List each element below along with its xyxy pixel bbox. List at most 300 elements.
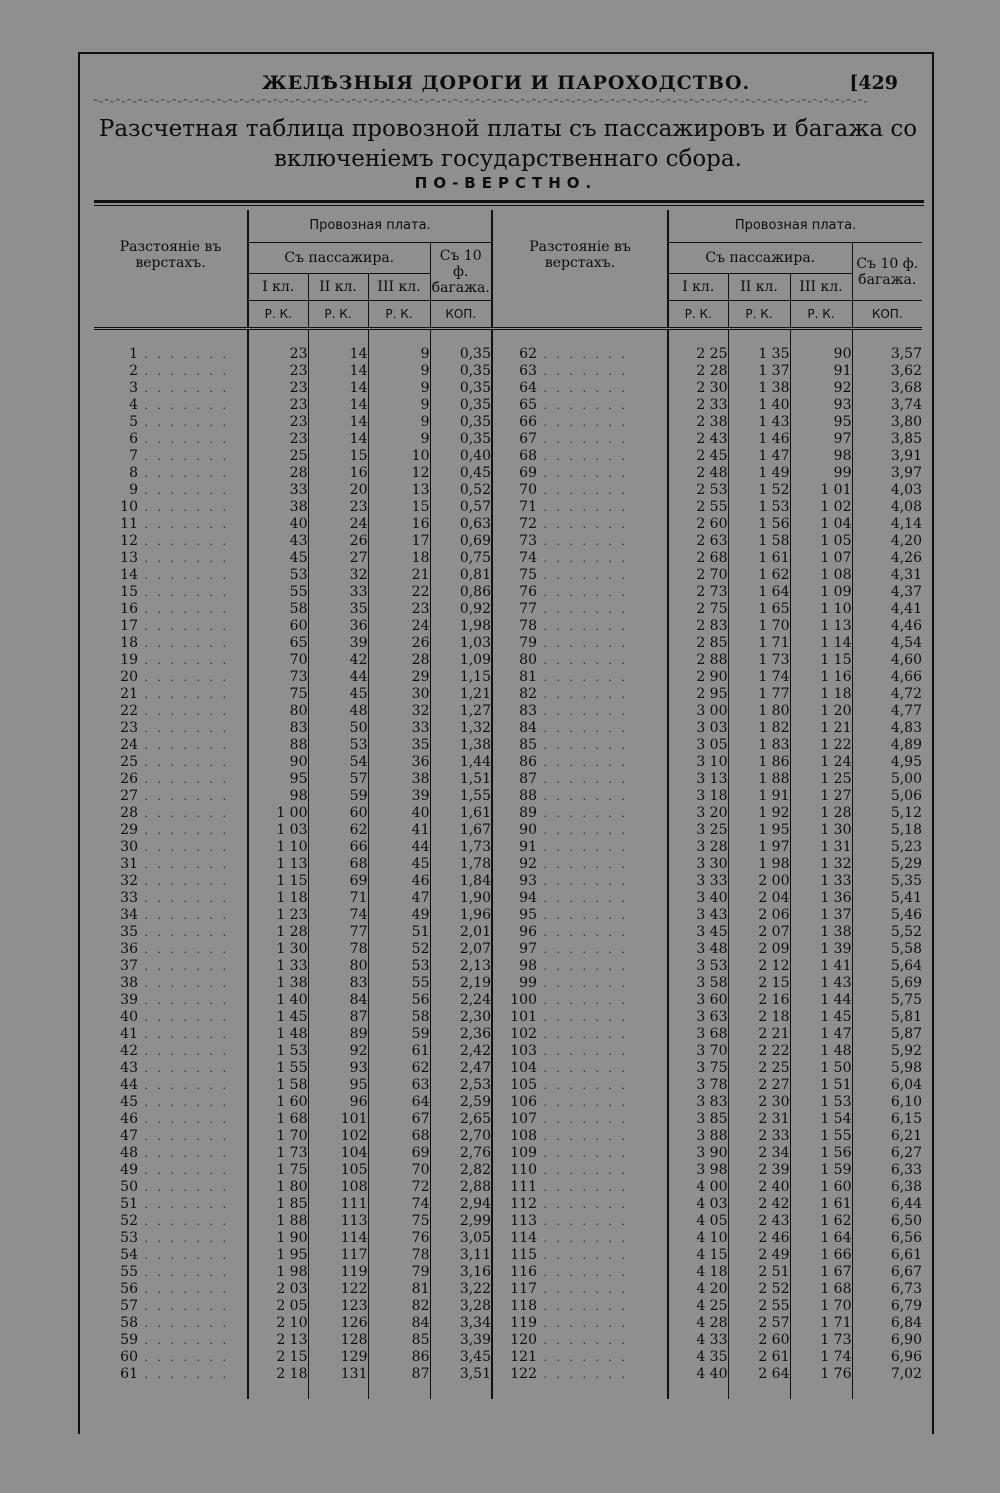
class2-fare-cell: 105 [308, 1162, 368, 1179]
baggage-fare-cell: 0,86 [430, 584, 492, 601]
baggage-fare-cell: 6,44 [852, 1196, 922, 1213]
leader-dots: . . . . . . . [138, 1062, 229, 1075]
leader-dots: . . . . . . . [537, 858, 628, 871]
baggage-fare-cell: 5,52 [852, 924, 922, 941]
class2-fare-cell: 44 [308, 669, 368, 686]
distance-cell: 20 [120, 669, 138, 685]
units-rk: Р. К. [790, 301, 852, 329]
table-row [94, 380, 922, 397]
class1-fare-cell: 2 05 [248, 1298, 308, 1315]
class2-fare-cell: 1 61 [728, 550, 790, 567]
leader-dots: . . . . . . . [138, 1181, 229, 1194]
distance-cell: 93 [519, 873, 537, 889]
baggage-fare-cell: 4,20 [852, 533, 922, 550]
class1-fare-cell: 2 15 [248, 1349, 308, 1366]
baggage-fare-cell: 3,39 [430, 1332, 492, 1349]
class3-fare-cell: 24 [368, 618, 430, 635]
class3-fare-cell: 9 [368, 380, 430, 397]
class1-fare-cell: 3 33 [668, 873, 728, 890]
class1-fare-cell: 1 88 [248, 1213, 308, 1230]
class2-fare-cell: 101 [308, 1111, 368, 1128]
leader-dots: . . . . . . . [138, 926, 229, 939]
class2-fare-cell: 129 [308, 1349, 368, 1366]
fare-table [94, 210, 922, 1399]
distance-cell: 62 [519, 346, 537, 362]
class1-header-left: I кл. [248, 274, 308, 301]
distance-cell: 66 [519, 414, 537, 430]
class1-fare-cell: 4 33 [668, 1332, 728, 1349]
units-rk: Р. К. [668, 301, 728, 329]
class2-fare-cell: 2 27 [728, 1077, 790, 1094]
baggage-fare-cell: 4,54 [852, 635, 922, 652]
class1-fare-cell: 2 73 [668, 584, 728, 601]
table-row [94, 516, 922, 533]
baggage-fare-cell: 0,35 [430, 431, 492, 448]
fare-table-body [94, 346, 922, 1399]
class3-fare-cell: 29 [368, 669, 430, 686]
table-row [94, 1162, 922, 1179]
leader-dots: . . . . . . . [138, 756, 229, 769]
class3-fare-cell: 58 [368, 1009, 430, 1026]
leader-dots: . . . . . . . [537, 756, 628, 769]
class1-fare-cell: 3 18 [668, 788, 728, 805]
baggage-fare-cell: 4,89 [852, 737, 922, 754]
class2-fare-cell: 54 [308, 754, 368, 771]
leader-dots: . . . . . . . [138, 348, 229, 361]
class1-fare-cell: 1 38 [248, 975, 308, 992]
baggage-fare-cell: 4,66 [852, 669, 922, 686]
leader-dots: . . . . . . . [138, 1317, 229, 1330]
leader-dots: . . . . . . . [537, 467, 628, 480]
baggage-fare-cell: 4,03 [852, 482, 922, 499]
class1-fare-cell: 3 58 [668, 975, 728, 992]
leader-dots: . . . . . . . [138, 1011, 229, 1024]
class3-fare-cell: 1 28 [790, 805, 852, 822]
baggage-fare-cell: 6,38 [852, 1179, 922, 1196]
class1-fare-cell: 2 63 [668, 533, 728, 550]
class1-fare-cell: 40 [248, 516, 308, 533]
class3-fare-cell: 1 22 [790, 737, 852, 754]
class3-fare-cell: 1 41 [790, 958, 852, 975]
distance-cell: 16 [120, 601, 138, 617]
table-row [94, 873, 922, 890]
distance-cell: 60 [120, 1349, 138, 1365]
leader-dots: . . . . . . . [138, 654, 229, 667]
leader-dots: . . . . . . . [537, 603, 628, 616]
class1-fare-cell: 2 30 [668, 380, 728, 397]
class2-fare-cell: 1 43 [728, 414, 790, 431]
baggage-fare-cell: 2,30 [430, 1009, 492, 1026]
class2-fare-cell: 2 39 [728, 1162, 790, 1179]
class1-fare-cell: 4 00 [668, 1179, 728, 1196]
baggage-fare-cell: 1,51 [430, 771, 492, 788]
baggage-fare-cell: 1,27 [430, 703, 492, 720]
leader-dots: . . . . . . . [537, 1334, 628, 1347]
class1-fare-cell: 83 [248, 720, 308, 737]
distance-cell: 58 [120, 1315, 138, 1331]
class3-fare-cell: 72 [368, 1179, 430, 1196]
class3-fare-cell: 9 [368, 363, 430, 380]
distance-cell: 57 [120, 1298, 138, 1314]
distance-cell: 12 [120, 533, 138, 549]
distance-cell: 68 [519, 448, 537, 464]
class2-fare-cell: 1 80 [728, 703, 790, 720]
baggage-fare-cell: 1,38 [430, 737, 492, 754]
distance-cell: 41 [120, 1026, 138, 1042]
baggage-fare-cell: 1,84 [430, 873, 492, 890]
baggage-fare-cell: 2,42 [430, 1043, 492, 1060]
leader-dots: . . . . . . . [537, 1045, 628, 1058]
class2-fare-cell: 2 52 [728, 1281, 790, 1298]
baggage-fare-cell: 3,11 [430, 1247, 492, 1264]
class3-fare-cell: 33 [368, 720, 430, 737]
table-row [94, 839, 922, 856]
class1-fare-cell: 53 [248, 567, 308, 584]
passenger-header-right: Съ пассажира. [668, 243, 852, 274]
class3-fare-cell: 1 36 [790, 890, 852, 907]
class3-fare-cell: 1 67 [790, 1264, 852, 1281]
distance-cell: 79 [519, 635, 537, 651]
table-row [94, 414, 922, 431]
leader-dots: . . . . . . . [537, 654, 628, 667]
class3-fare-cell: 95 [790, 414, 852, 431]
class2-fare-cell: 68 [308, 856, 368, 873]
class3-fare-cell: 63 [368, 1077, 430, 1094]
class1-fare-cell: 3 98 [668, 1162, 728, 1179]
class3-fare-cell: 1 44 [790, 992, 852, 1009]
class3-fare-cell: 76 [368, 1230, 430, 1247]
baggage-fare-cell: 1,90 [430, 890, 492, 907]
table-row [94, 1128, 922, 1145]
class1-fare-cell: 3 53 [668, 958, 728, 975]
class1-fare-cell: 1 33 [248, 958, 308, 975]
distance-cell: 56 [120, 1281, 138, 1297]
baggage-fare-cell: 6,27 [852, 1145, 922, 1162]
class1-fare-cell: 1 85 [248, 1196, 308, 1213]
leader-dots: . . . . . . . [138, 790, 229, 803]
leader-dots: . . . . . . . [537, 1249, 628, 1262]
distance-cell: 6 [129, 431, 138, 447]
class1-fare-cell: 4 25 [668, 1298, 728, 1315]
baggage-fare-cell: 1,98 [430, 618, 492, 635]
class1-fare-cell: 23 [248, 346, 308, 363]
class3-fare-cell: 1 07 [790, 550, 852, 567]
class2-fare-cell: 2 64 [728, 1366, 790, 1383]
distance-cell: 102 [510, 1026, 537, 1042]
table-row [94, 448, 922, 465]
class3-fare-cell: 12 [368, 465, 430, 482]
class1-fare-cell: 1 90 [248, 1230, 308, 1247]
class2-fare-cell: 26 [308, 533, 368, 550]
class1-fare-cell: 2 38 [668, 414, 728, 431]
leader-dots: . . . . . . . [138, 909, 229, 922]
class2-fare-cell: 1 71 [728, 635, 790, 652]
class1-fare-cell: 2 85 [668, 635, 728, 652]
class2-fare-cell: 2 46 [728, 1230, 790, 1247]
baggage-fare-cell: 1,03 [430, 635, 492, 652]
leader-dots: . . . . . . . [138, 637, 229, 650]
class3-fare-cell: 1 39 [790, 941, 852, 958]
table-subtitle: ПО-ВЕРСТНО. [414, 174, 598, 192]
class2-fare-cell: 78 [308, 941, 368, 958]
distance-cell: 92 [519, 856, 537, 872]
leader-dots: . . . . . . . [537, 943, 628, 956]
class2-fare-cell: 48 [308, 703, 368, 720]
distance-cell: 8 [129, 465, 138, 481]
class3-fare-cell: 1 05 [790, 533, 852, 550]
class1-fare-cell: 2 68 [668, 550, 728, 567]
distance-cell: 85 [519, 737, 537, 753]
class3-fare-cell: 1 48 [790, 1043, 852, 1060]
distance-cell: 1 [129, 346, 138, 362]
leader-dots: . . . . . . . [537, 960, 628, 973]
leader-dots: . . . . . . . [138, 1215, 229, 1228]
leader-dots: . . . . . . . [537, 1096, 628, 1109]
units-rk: Р. К. [248, 301, 308, 329]
class2-fare-cell: 96 [308, 1094, 368, 1111]
leader-dots: . . . . . . . [537, 790, 628, 803]
class2-fare-cell: 59 [308, 788, 368, 805]
distance-cell: 42 [120, 1043, 138, 1059]
class1-fare-cell: 3 75 [668, 1060, 728, 1077]
distance-cell: 97 [519, 941, 537, 957]
table-row [94, 1094, 922, 1111]
distance-cell: 33 [120, 890, 138, 906]
distance-cell: 54 [120, 1247, 138, 1263]
class2-fare-cell: 2 07 [728, 924, 790, 941]
class3-fare-cell: 59 [368, 1026, 430, 1043]
class3-fare-cell: 1 59 [790, 1162, 852, 1179]
distance-cell: 19 [120, 652, 138, 668]
distance-cell: 13 [120, 550, 138, 566]
class3-fare-cell: 1 70 [790, 1298, 852, 1315]
distance-cell: 4 [129, 397, 138, 413]
distance-cell: 43 [120, 1060, 138, 1076]
baggage-fare-cell: 0,57 [430, 499, 492, 516]
class2-fare-cell: 14 [308, 414, 368, 431]
baggage-fare-cell: 6,56 [852, 1230, 922, 1247]
distance-cell: 38 [120, 975, 138, 991]
class1-fare-cell: 1 55 [248, 1060, 308, 1077]
distance-cell: 83 [519, 703, 537, 719]
class3-fare-cell: 32 [368, 703, 430, 720]
class3-fare-cell: 1 20 [790, 703, 852, 720]
leader-dots: . . . . . . . [138, 1130, 229, 1143]
table-row [94, 601, 922, 618]
leader-dots: . . . . . . . [537, 501, 628, 514]
baggage-header-left: Съ 10 ф. багажа. [430, 243, 492, 301]
class3-fare-cell: 46 [368, 873, 430, 890]
distance-cell: 72 [519, 516, 537, 532]
units-rk: Р. К. [308, 301, 368, 329]
class3-fare-cell: 9 [368, 346, 430, 363]
class3-fare-cell: 92 [790, 380, 852, 397]
class3-fare-cell: 1 08 [790, 567, 852, 584]
baggage-fare-cell: 4,41 [852, 601, 922, 618]
class1-fare-cell: 2 43 [668, 431, 728, 448]
leader-dots: . . . . . . . [138, 688, 229, 701]
class2-fare-cell: 2 18 [728, 1009, 790, 1026]
distance-cell: 71 [519, 499, 537, 515]
class1-fare-cell: 45 [248, 550, 308, 567]
baggage-fare-cell: 4,60 [852, 652, 922, 669]
baggage-fare-cell: 6,10 [852, 1094, 922, 1111]
distance-cell: 70 [519, 482, 537, 498]
distance-cell: 14 [120, 567, 138, 583]
distance-cell: 11 [120, 516, 138, 532]
class2-fare-cell: 57 [308, 771, 368, 788]
class2-fare-cell: 102 [308, 1128, 368, 1145]
leader-dots: . . . . . . . [537, 722, 628, 735]
class2-fare-cell: 92 [308, 1043, 368, 1060]
class3-fare-cell: 1 15 [790, 652, 852, 669]
class1-fare-cell: 3 30 [668, 856, 728, 873]
class1-fare-cell: 23 [248, 380, 308, 397]
class2-fare-cell: 2 34 [728, 1145, 790, 1162]
table-row [94, 686, 922, 703]
class2-fare-cell: 2 40 [728, 1179, 790, 1196]
class3-header-left: III кл. [368, 274, 430, 301]
class2-fare-cell: 1 46 [728, 431, 790, 448]
leader-dots: . . . . . . . [537, 399, 628, 412]
running-title: ЖЕЛѢЗНЫЯ ДОРОГИ И ПАРОХОДСТВО. [261, 72, 751, 94]
class2-fare-cell: 1 73 [728, 652, 790, 669]
class2-fare-cell: 33 [308, 584, 368, 601]
baggage-fare-cell: 6,90 [852, 1332, 922, 1349]
class3-fare-cell: 44 [368, 839, 430, 856]
baggage-fare-cell: 3,97 [852, 465, 922, 482]
table-row [94, 703, 922, 720]
class2-fare-cell: 77 [308, 924, 368, 941]
baggage-fare-cell: 1,67 [430, 822, 492, 839]
baggage-fare-cell: 3,22 [430, 1281, 492, 1298]
distance-cell: 27 [120, 788, 138, 804]
class3-fare-cell: 53 [368, 958, 430, 975]
baggage-fare-cell: 2,65 [430, 1111, 492, 1128]
class1-fare-cell: 3 20 [668, 805, 728, 822]
table-row [94, 1009, 922, 1026]
baggage-header-right: Съ 10 ф. багажа. [852, 243, 922, 301]
leader-dots: . . . . . . . [537, 1351, 628, 1364]
distance-cell: 25 [120, 754, 138, 770]
class3-fare-cell: 45 [368, 856, 430, 873]
distance-cell: 119 [510, 1315, 537, 1331]
distance-cell: 107 [510, 1111, 537, 1127]
table-row [94, 754, 922, 771]
class3-fare-cell: 26 [368, 635, 430, 652]
distance-cell: 65 [519, 397, 537, 413]
class2-header-left: II кл. [308, 274, 368, 301]
distance-cell: 104 [510, 1060, 537, 1076]
class1-fare-cell: 2 88 [668, 652, 728, 669]
leader-dots: . . . . . . . [138, 399, 229, 412]
class2-fare-cell: 1 86 [728, 754, 790, 771]
class2-fare-cell: 1 47 [728, 448, 790, 465]
class2-fare-cell: 2 16 [728, 992, 790, 1009]
leader-dots: . . . . . . . [138, 858, 229, 871]
baggage-fare-cell: 5,64 [852, 958, 922, 975]
class2-fare-cell: 1 74 [728, 669, 790, 686]
baggage-fare-cell: 5,29 [852, 856, 922, 873]
table-row [94, 465, 922, 482]
table-row [94, 805, 922, 822]
class2-fare-cell: 2 25 [728, 1060, 790, 1077]
distance-cell: 67 [519, 431, 537, 447]
leader-dots: . . . . . . . [537, 365, 628, 378]
class2-fare-cell: 1 53 [728, 499, 790, 516]
class3-fare-cell: 70 [368, 1162, 430, 1179]
leader-dots: . . . . . . . [537, 1232, 628, 1245]
class2-fare-cell: 2 33 [728, 1128, 790, 1145]
baggage-fare-cell: 3,05 [430, 1230, 492, 1247]
distance-cell: 29 [120, 822, 138, 838]
class2-fare-cell: 2 22 [728, 1043, 790, 1060]
class2-fare-cell: 23 [308, 499, 368, 516]
distance-cell: 22 [120, 703, 138, 719]
class1-fare-cell: 3 83 [668, 1094, 728, 1111]
leader-dots: . . . . . . . [138, 1147, 229, 1160]
class3-fare-cell: 39 [368, 788, 430, 805]
class2-fare-cell: 131 [308, 1366, 368, 1383]
leader-dots: . . . . . . . [537, 1181, 628, 1194]
class2-fare-cell: 60 [308, 805, 368, 822]
baggage-fare-cell: 0,75 [430, 550, 492, 567]
class2-fare-cell: 1 97 [728, 839, 790, 856]
table-title: Разсчетная таблица провозной платы съ пассажировъ и багажа со включеніемъ государственнаго сбора. [98, 116, 918, 172]
class3-fare-cell: 84 [368, 1315, 430, 1332]
baggage-fare-cell: 3,34 [430, 1315, 492, 1332]
class1-fare-cell: 2 18 [248, 1366, 308, 1383]
class3-fare-cell: 1 74 [790, 1349, 852, 1366]
class1-fare-cell: 4 10 [668, 1230, 728, 1247]
page-frame [78, 52, 934, 1434]
distance-cell: 48 [120, 1145, 138, 1161]
leader-dots: . . . . . . . [537, 1300, 628, 1313]
table-row [94, 1315, 922, 1332]
distance-cell: 96 [519, 924, 537, 940]
class3-fare-cell: 16 [368, 516, 430, 533]
class1-fare-cell: 3 90 [668, 1145, 728, 1162]
class3-fare-cell: 1 32 [790, 856, 852, 873]
class1-fare-cell: 2 55 [668, 499, 728, 516]
class2-fare-cell: 1 88 [728, 771, 790, 788]
class3-fare-cell: 1 55 [790, 1128, 852, 1145]
baggage-fare-cell: 6,50 [852, 1213, 922, 1230]
class3-fare-cell: 69 [368, 1145, 430, 1162]
distance-cell: 117 [510, 1281, 537, 1297]
leader-dots: . . . . . . . [138, 824, 229, 837]
table-row [94, 1349, 922, 1366]
table-row [94, 1043, 922, 1060]
table-row [94, 788, 922, 805]
leader-dots: . . . . . . . [138, 416, 229, 429]
distance-cell: 105 [510, 1077, 537, 1093]
class3-fare-cell: 85 [368, 1332, 430, 1349]
class1-fare-cell: 2 90 [668, 669, 728, 686]
baggage-fare-cell: 0,35 [430, 397, 492, 414]
distance-cell: 121 [510, 1349, 537, 1365]
distance-cell: 51 [120, 1196, 138, 1212]
class3-fare-cell: 1 47 [790, 1026, 852, 1043]
leader-dots: . . . . . . . [138, 603, 229, 616]
table-row [94, 584, 922, 601]
leader-dots: . . . . . . . [537, 569, 628, 582]
class3-fare-cell: 51 [368, 924, 430, 941]
baggage-fare-cell: 3,68 [852, 380, 922, 397]
baggage-fare-cell: 1,78 [430, 856, 492, 873]
leader-dots: . . . . . . . [138, 1266, 229, 1279]
baggage-fare-cell: 4,26 [852, 550, 922, 567]
